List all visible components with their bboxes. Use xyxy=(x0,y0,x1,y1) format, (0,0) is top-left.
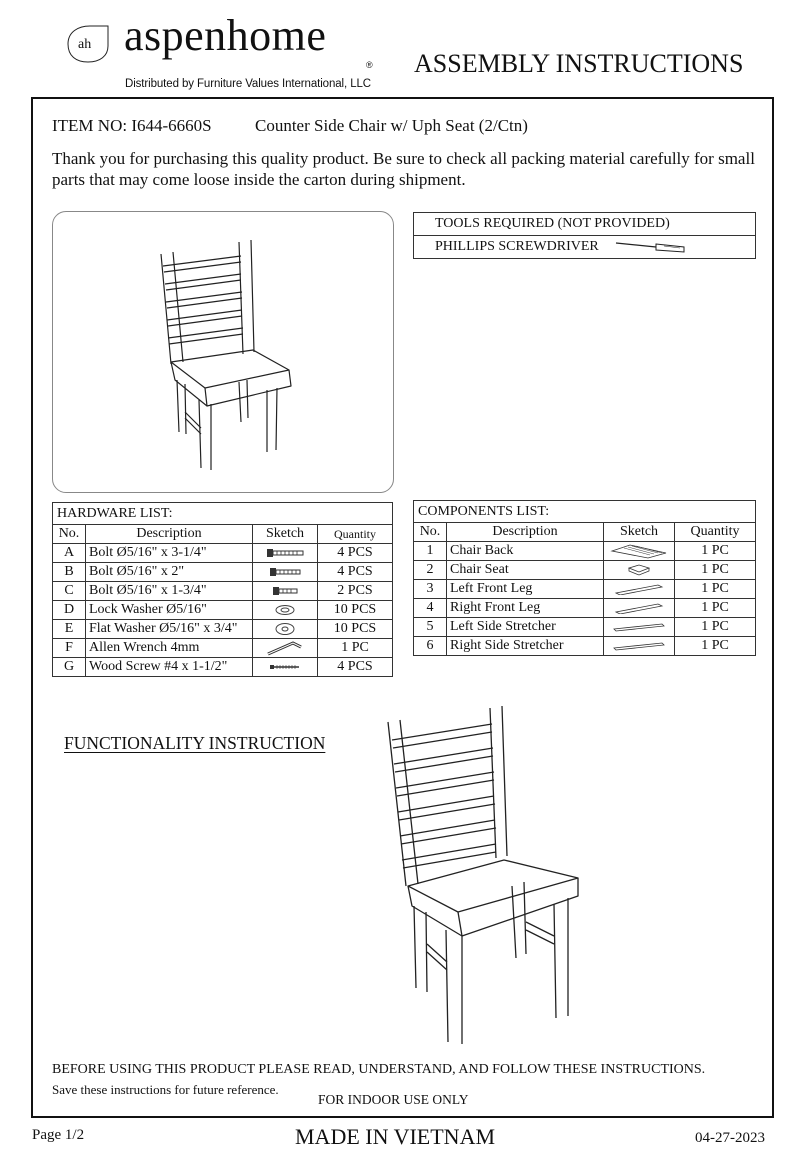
product-image-box xyxy=(52,211,394,493)
row-qty: 1 PC xyxy=(675,580,756,599)
brand-name: aspenhome xyxy=(124,11,327,60)
row-qty: 1 PC xyxy=(675,542,756,561)
table-row xyxy=(53,620,393,639)
screwdriver-icon xyxy=(614,240,688,254)
col-quantity: Quantity xyxy=(675,523,756,542)
table-row xyxy=(53,601,393,620)
leg-icon xyxy=(604,599,675,618)
page-number: Page 1/2 xyxy=(32,1127,85,1143)
row-description: Right Side Stretcher xyxy=(447,637,604,656)
col-no: No. xyxy=(53,525,86,544)
row-no: D xyxy=(53,601,86,620)
flat-washer-icon xyxy=(253,620,318,639)
document-date: 04-27-2023 xyxy=(695,1130,765,1146)
allen-wrench-icon xyxy=(253,639,318,658)
made-in-label: MADE IN VIETNAM xyxy=(295,1124,496,1149)
wood-screw-icon xyxy=(253,658,318,677)
row-qty: 1 PC xyxy=(675,599,756,618)
row-description: Flat Washer Ø5/16" x 3/4" xyxy=(86,620,253,639)
chair-illustration-small xyxy=(53,212,393,492)
row-description: Bolt Ø5/16" x 1-3/4" xyxy=(86,582,253,601)
row-qty: 10 PCS xyxy=(318,620,393,639)
row-no: 5 xyxy=(414,618,447,637)
table-row xyxy=(53,639,393,658)
logo-initials: ah xyxy=(78,37,92,52)
table-row xyxy=(53,658,393,677)
table-row xyxy=(414,561,756,580)
row-no: 4 xyxy=(414,599,447,618)
components-caption: COMPONENTS LIST: xyxy=(414,501,756,523)
hardware-list-table xyxy=(52,502,393,677)
brand-logo-badge xyxy=(64,24,112,64)
item-number: ITEM NO: I644-6660S xyxy=(52,116,212,135)
row-description: Chair Back xyxy=(447,542,604,561)
row-qty: 10 PCS xyxy=(318,601,393,620)
chair-seat-icon xyxy=(604,561,675,580)
bolt-long-icon xyxy=(253,544,318,563)
row-no: 1 xyxy=(414,542,447,561)
row-no: F xyxy=(53,639,86,658)
tool-row xyxy=(414,236,756,259)
hardware-caption: HARDWARE LIST: xyxy=(53,503,393,525)
col-description: Description xyxy=(447,523,604,542)
item-line xyxy=(52,116,528,136)
tools-table xyxy=(413,212,756,259)
row-qty: 2 PCS xyxy=(318,582,393,601)
table-row xyxy=(414,599,756,618)
distributor-line: Distributed by Furniture Values International, LLC xyxy=(125,78,372,90)
row-description: Left Front Leg xyxy=(447,580,604,599)
row-description: Bolt Ø5/16" x 2" xyxy=(86,563,253,582)
leg-icon xyxy=(604,580,675,599)
col-no: No. xyxy=(414,523,447,542)
intro-text: Thank you for purchasing this quality product. Be sure to check all packing material carefully for small parts that may come loose inside the carton during shipment. xyxy=(52,149,755,189)
table-row xyxy=(53,544,393,563)
col-sketch: Sketch xyxy=(604,523,675,542)
row-qty: 1 PC xyxy=(675,637,756,656)
row-no: E xyxy=(53,620,86,639)
tool-label: PHILLIPS SCREWDRIVER xyxy=(435,239,599,254)
row-no: G xyxy=(53,658,86,677)
chair-illustration-large xyxy=(372,700,602,1050)
functionality-title: FUNCTIONALITY INSTRUCTION xyxy=(64,733,326,753)
row-no: 6 xyxy=(414,637,447,656)
row-description: Allen Wrench 4mm xyxy=(86,639,253,658)
row-description: Left Side Stretcher xyxy=(447,618,604,637)
tools-heading: TOOLS REQUIRED (NOT PROVIDED) xyxy=(414,213,756,236)
table-row xyxy=(414,637,756,656)
bolt-short-icon xyxy=(253,582,318,601)
row-no: 2 xyxy=(414,561,447,580)
col-quantity: Quantity xyxy=(318,525,393,544)
table-row xyxy=(53,582,393,601)
row-qty: 4 PCS xyxy=(318,563,393,582)
row-qty: 1 PC xyxy=(675,618,756,637)
registered-mark: ® xyxy=(366,60,373,70)
row-no: B xyxy=(53,563,86,582)
row-no: C xyxy=(53,582,86,601)
row-description: Wood Screw #4 x 1-1/2" xyxy=(86,658,253,677)
stretcher-icon xyxy=(604,637,675,656)
document-title: ASSEMBLY INSTRUCTIONS xyxy=(414,49,744,78)
table-row xyxy=(414,542,756,561)
row-description: Chair Seat xyxy=(447,561,604,580)
warning-text: BEFORE USING THIS PRODUCT PLEASE READ, UNDERSTAND, AND FOLLOW THESE INSTRUCTIONS. xyxy=(52,1062,706,1077)
row-qty: 4 PCS xyxy=(318,544,393,563)
item-description: Counter Side Chair w/ Uph Seat (2/Ctn) xyxy=(255,116,528,135)
row-qty: 1 PC xyxy=(675,561,756,580)
row-qty: 4 PCS xyxy=(318,658,393,677)
row-no: 3 xyxy=(414,580,447,599)
row-no: A xyxy=(53,544,86,563)
stretcher-icon xyxy=(604,618,675,637)
row-description: Bolt Ø5/16" x 3-1/4" xyxy=(86,544,253,563)
lock-washer-icon xyxy=(253,601,318,620)
row-description: Right Front Leg xyxy=(447,599,604,618)
save-note: Save these instructions for future reference. xyxy=(52,1082,279,1097)
table-row xyxy=(53,563,393,582)
indoor-note: FOR INDOOR USE ONLY xyxy=(318,1092,469,1107)
components-list-table xyxy=(413,500,756,656)
row-qty: 1 PC xyxy=(318,639,393,658)
chair-back-icon xyxy=(604,542,675,561)
col-description: Description xyxy=(86,525,253,544)
bolt-medium-icon xyxy=(253,563,318,582)
table-row xyxy=(414,580,756,599)
table-row xyxy=(414,618,756,637)
col-sketch: Sketch xyxy=(253,525,318,544)
row-description: Lock Washer Ø5/16" xyxy=(86,601,253,620)
